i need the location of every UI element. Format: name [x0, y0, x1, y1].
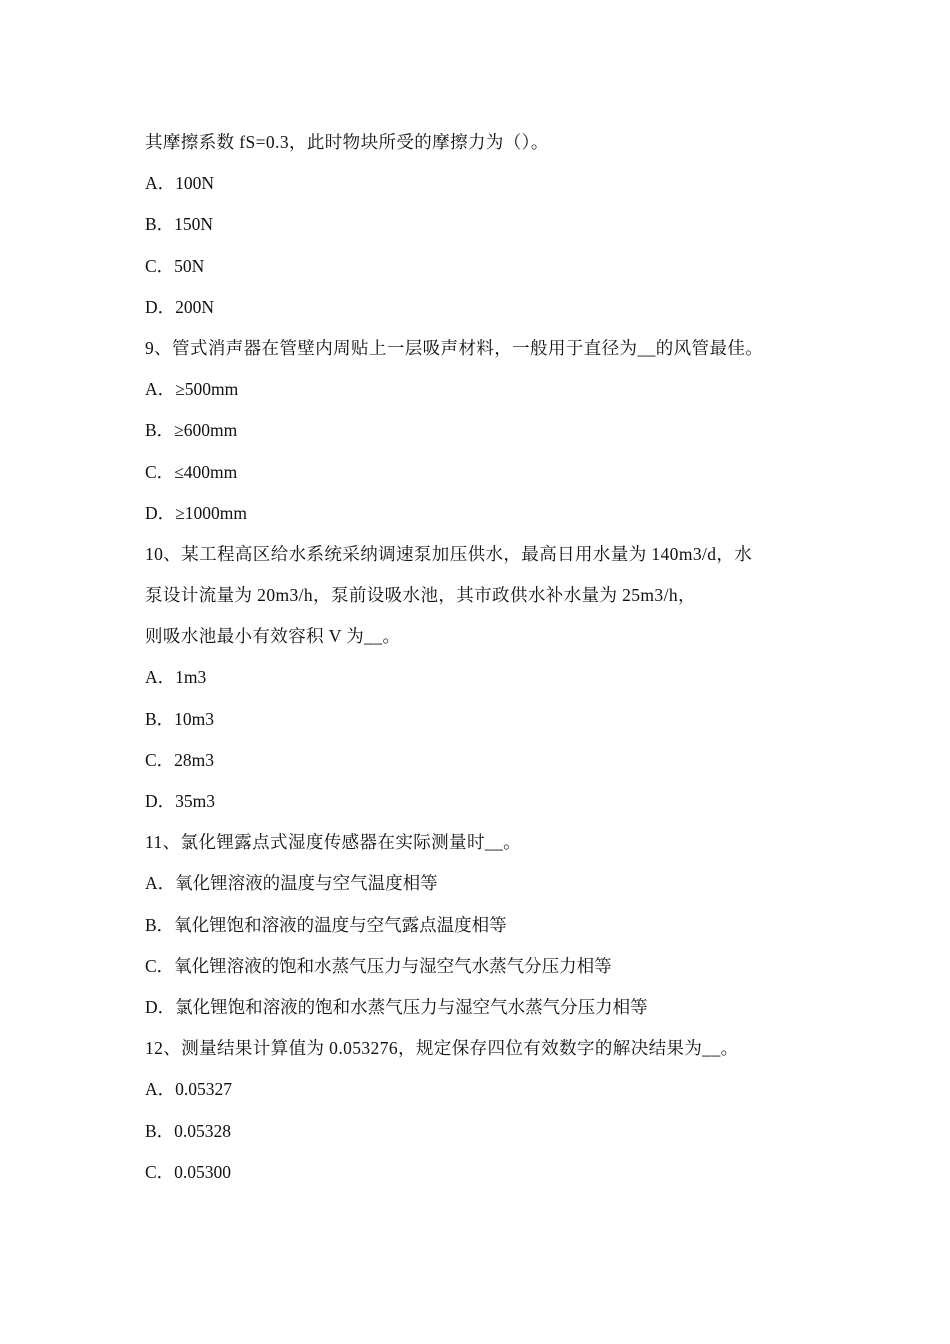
question-11-option-d: D．氯化锂饱和溶液的饱和水蒸气压力与湿空气水蒸气分压力相等	[145, 996, 648, 1017]
document-body	[145, 122, 815, 1193]
question-9-option-b: B．≥600mm	[145, 420, 238, 441]
question-9-option-a: A．≥500mm	[145, 379, 239, 400]
question-8-option-d: D．200N	[145, 296, 215, 317]
question-9-option-c: C．≤400mm	[145, 461, 238, 482]
question-10-stem-line-1: 10、某工程高区给水系统采纳调速泵加压供水，最高日用水量为 140m3/d，水	[145, 543, 753, 564]
question-10-stem-line-2: 泵设计流量为 20m3/h，泵前设吸水池，其市政供水补水量为 25m3/h，	[145, 585, 696, 606]
question-11-option-b: B．氧化锂饱和溶液的温度与空气露点温度相等	[145, 914, 507, 935]
question-8-option-a: A．100N	[145, 173, 215, 194]
question-12-option-a: A．0.05327	[145, 1079, 233, 1100]
question-9-option-d: D．≥1000mm	[145, 502, 247, 523]
question-10-option-d: D．35m3	[145, 791, 215, 811]
question-10-option-a: A．1m3	[145, 667, 207, 688]
question-8-stem-end: 其摩擦系数 fS=0.3，此时物块所受的摩擦力为（）。	[145, 132, 549, 152]
question-10-stem-line-3: 则吸水池最小有效容积 V 为__。	[145, 626, 401, 647]
question-11-option-c: C．氧化锂溶液的饱和水蒸气压力与湿空气水蒸气分压力相等	[145, 955, 612, 976]
question-8-option-c: C．50N	[145, 255, 205, 276]
question-12-option-c: C．0.05300	[145, 1161, 232, 1182]
question-10-option-b: B．10m3	[145, 708, 215, 729]
question-9-stem: 9、管式消声器在管壁内周贴上一层吸声材料，一般用于直径为__的风管最佳。	[145, 337, 764, 358]
question-8-option-b: B．150N	[145, 214, 214, 235]
question-10-option-c: C．28m3	[145, 749, 215, 770]
question-12-stem: 12、测量结果计算值为 0.053276，规定保存四位有效数字的解决结果为__。	[145, 1038, 739, 1059]
question-11-option-a: A．氧化锂溶液的温度与空气温度相等	[145, 873, 438, 894]
question-11-stem: 11、氯化锂露点式湿度传感器在实际测量时__。	[145, 832, 522, 853]
question-12-option-b: B．0.05328	[145, 1120, 232, 1141]
